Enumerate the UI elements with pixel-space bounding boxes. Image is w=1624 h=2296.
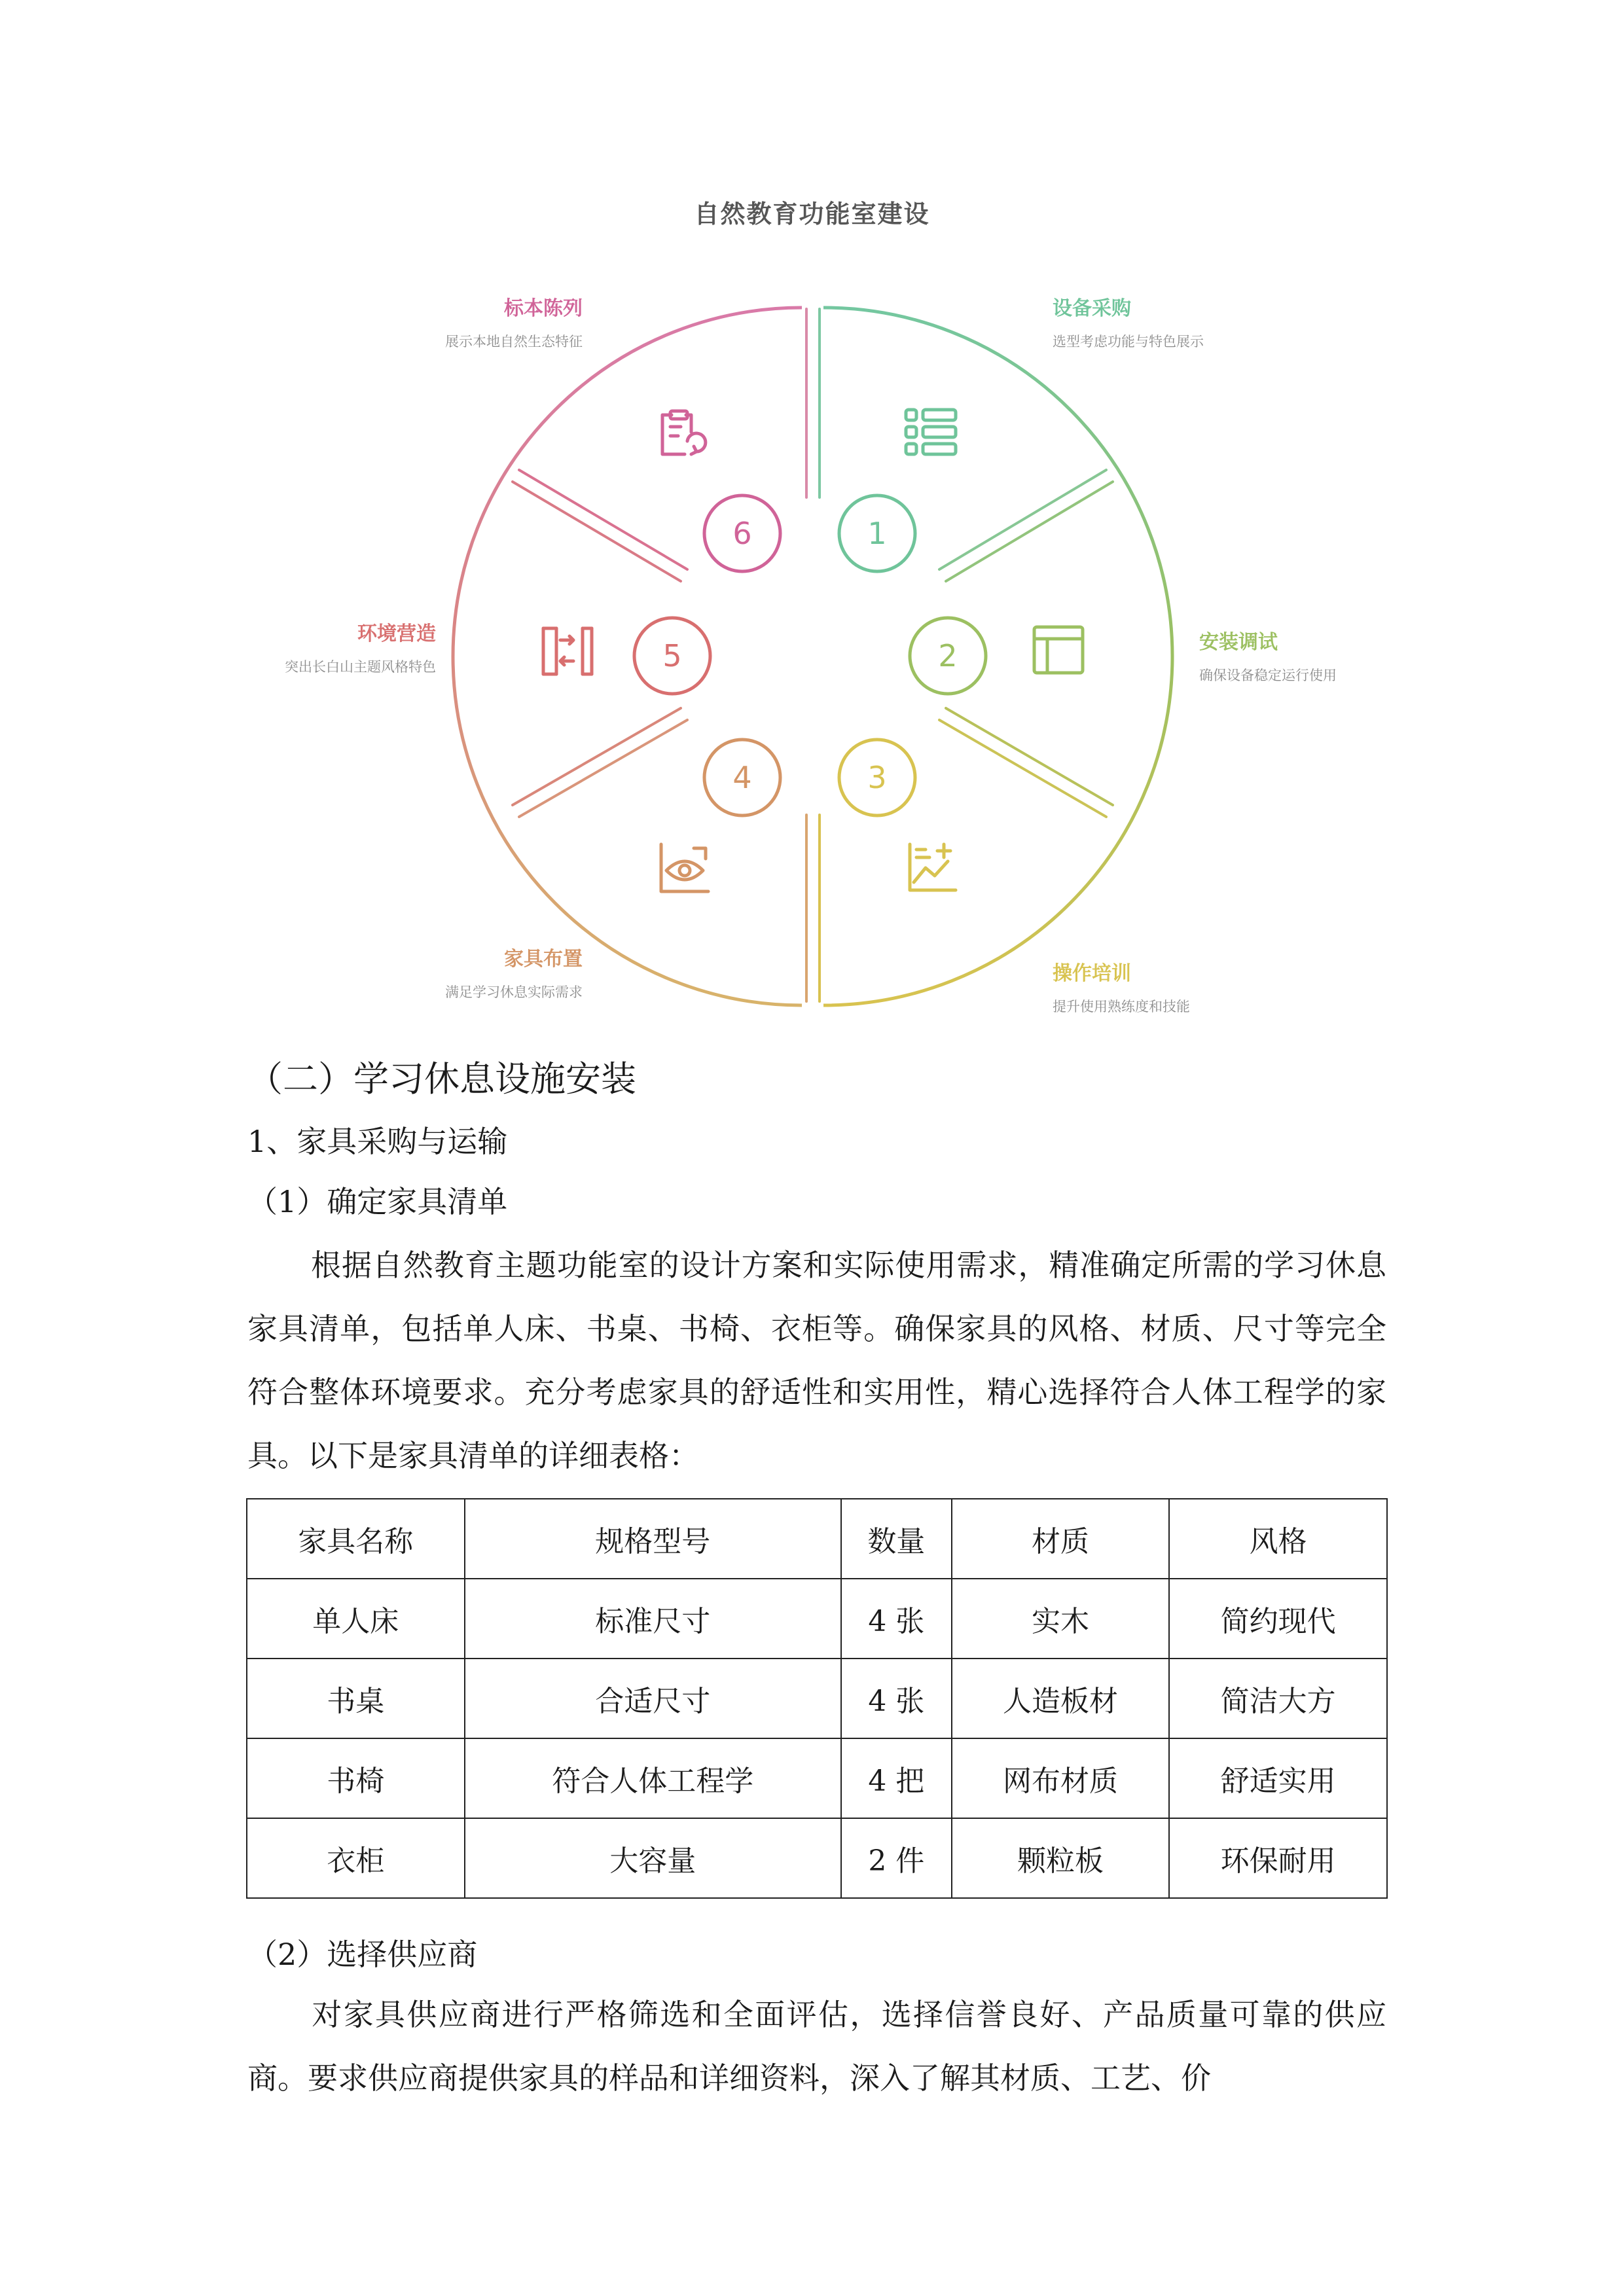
table-cell: 书桌 bbox=[247, 1659, 465, 1738]
table-cell: 合适尺寸 bbox=[465, 1659, 841, 1738]
table-header-cell: 风格 bbox=[1169, 1499, 1387, 1579]
step-number-4: 4 bbox=[732, 760, 752, 795]
divider-lower-left-a bbox=[513, 708, 681, 805]
label-segment-2: 安装调试 确保设备稳定运行使用 bbox=[1199, 631, 1337, 683]
table-cell: 2 件 bbox=[841, 1818, 952, 1898]
table-row bbox=[247, 1579, 1387, 1659]
layout-icon bbox=[1034, 627, 1083, 673]
paragraph-furniture-list: 根据自然教育主题功能室的设计方案和实际使用需求，精准确定所需的学习休息家具清单，包括单人床、书桌、书椅、衣柜等。确保家具的风格、材质、尺寸等完全符合整体环境要求。充分考虑家具的舒适性和实用性，精心选择符合人体工程学的家具。以下是家具清单的详细表格： bbox=[247, 1247, 1386, 1473]
table-cell: 衣柜 bbox=[247, 1818, 465, 1898]
columns-icon bbox=[543, 628, 592, 674]
table-cell: 简约现代 bbox=[1169, 1579, 1387, 1659]
step-number-2: 2 bbox=[938, 638, 958, 673]
table-header-cell: 家具名称 bbox=[247, 1499, 465, 1579]
sub-heading: 1、家具采购与运输 bbox=[247, 1124, 508, 1159]
table-row bbox=[247, 1818, 1387, 1898]
divider-upper-left-a bbox=[519, 470, 687, 569]
table-cell: 网布材质 bbox=[952, 1738, 1170, 1818]
table-cell: 单人床 bbox=[247, 1579, 465, 1659]
table-row bbox=[247, 1659, 1387, 1738]
table-header-cell: 材质 bbox=[952, 1499, 1170, 1579]
step-number-3: 3 bbox=[867, 760, 887, 795]
item2-heading: （2）选择供应商 bbox=[247, 1937, 478, 1972]
label-segment-6: 标本陈列 展示本地自然生态特征 bbox=[445, 297, 583, 350]
step-number-5: 5 bbox=[662, 638, 682, 673]
eye-chart-icon bbox=[661, 844, 708, 891]
paragraph-supplier: 对家具供应商进行严格筛选和全面评估，选择信誉良好、产品质量可靠的供应商。要求供应商提供家具的样品和详细资料，深入了解其材质、工艺、价 bbox=[247, 1997, 1386, 2096]
table-cell: 实木 bbox=[952, 1579, 1170, 1659]
table-cell: 简洁大方 bbox=[1169, 1659, 1387, 1738]
label-segment-5: 环境营造 突出长白山主题风格特色 bbox=[285, 622, 436, 675]
table-cell: 标准尺寸 bbox=[465, 1579, 841, 1659]
divider-lower-right-b bbox=[939, 720, 1106, 817]
table-cell: 人造板材 bbox=[952, 1659, 1170, 1738]
ring-left-arc bbox=[453, 308, 802, 1005]
clipboard-refresh-icon bbox=[662, 411, 706, 454]
table-cell: 舒适实用 bbox=[1169, 1738, 1387, 1818]
list-icon bbox=[906, 410, 956, 454]
section-heading: （二）学习休息设施安装 bbox=[247, 1058, 636, 1100]
divider-upper-right-a bbox=[939, 470, 1106, 569]
divider-upper-right-b bbox=[946, 482, 1113, 581]
table-cell: 书椅 bbox=[247, 1738, 465, 1818]
table-cell: 大容量 bbox=[465, 1818, 841, 1898]
table-header-cell: 数量 bbox=[841, 1499, 952, 1579]
infographic bbox=[0, 0, 1624, 1047]
process-wheel bbox=[0, 0, 1624, 1047]
table-cell: 4 张 bbox=[841, 1659, 952, 1738]
table-cell: 符合人体工程学 bbox=[465, 1738, 841, 1818]
item1-heading: （1）确定家具清单 bbox=[247, 1184, 508, 1219]
chart-plus-icon bbox=[910, 844, 956, 890]
divider-upper-left-b bbox=[513, 482, 681, 581]
table-cell: 4 把 bbox=[841, 1738, 952, 1818]
label-segment-3: 操作培训 提升使用熟练度和技能 bbox=[1053, 962, 1190, 1014]
step-number-1: 1 bbox=[867, 516, 887, 551]
label-segment-4: 家具布置 满足学习休息实际需求 bbox=[445, 948, 583, 1000]
table-cell: 颗粒板 bbox=[952, 1818, 1170, 1898]
furniture-table bbox=[246, 1498, 1388, 1899]
table-header-cell: 规格型号 bbox=[465, 1499, 841, 1579]
ring-right-arc bbox=[823, 308, 1172, 1005]
divider-lower-right-a bbox=[946, 708, 1113, 805]
table-row bbox=[247, 1738, 1387, 1818]
step-number-6: 6 bbox=[732, 516, 752, 551]
table-cell: 环保耐用 bbox=[1169, 1818, 1387, 1898]
infographic-title: 自然教育功能室建设 bbox=[694, 200, 930, 228]
table-header-row bbox=[247, 1499, 1387, 1579]
label-segment-1: 设备采购 选型考虑功能与特色展示 bbox=[1053, 297, 1204, 350]
divider-lower-left-b bbox=[519, 720, 687, 817]
table-cell: 4 张 bbox=[841, 1579, 952, 1659]
